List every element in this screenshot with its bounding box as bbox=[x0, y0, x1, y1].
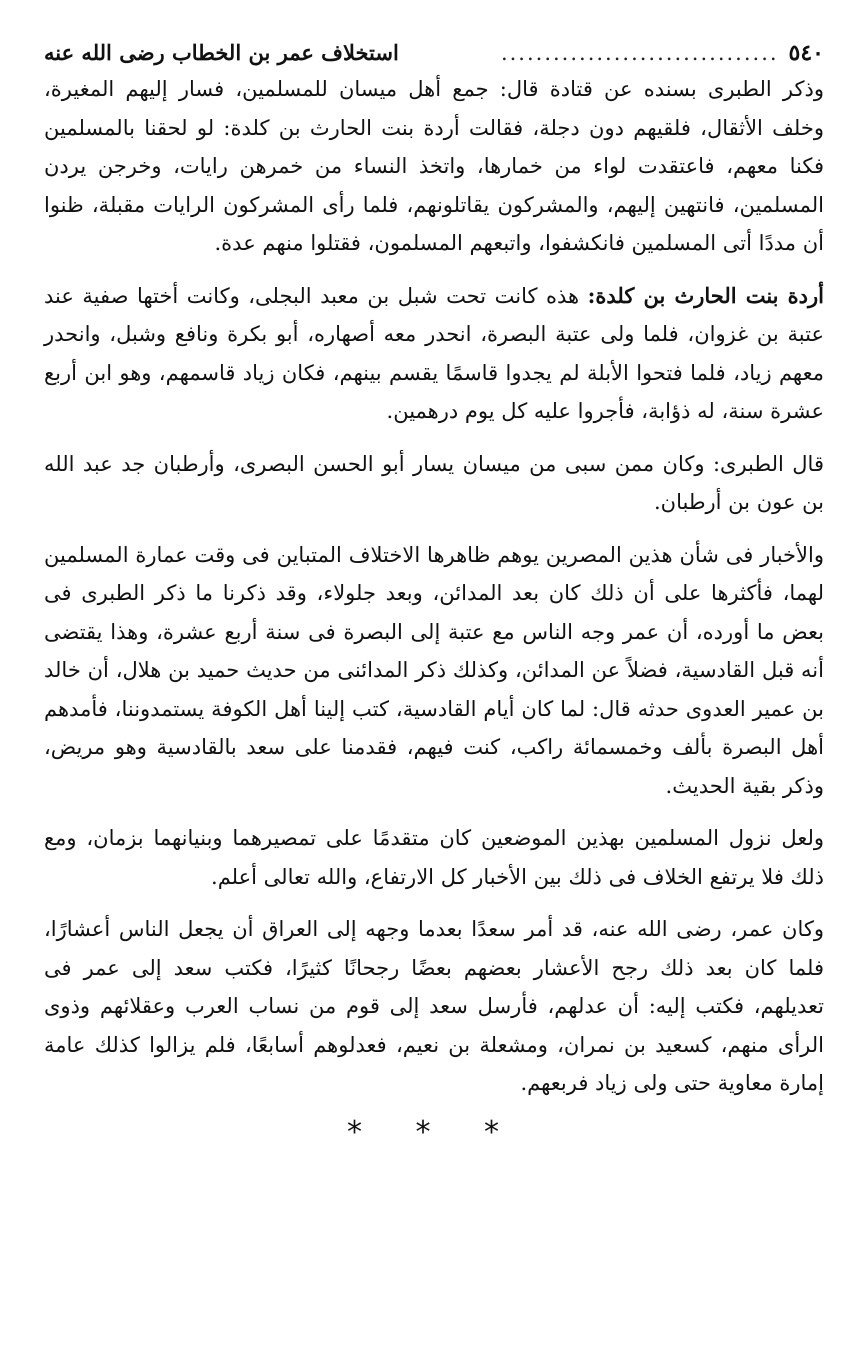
paragraph-text: والأخبار فى شأن هذين المصرين يوهم ظاهرها الاختلاف المتباين فى وقت عمارة المسلمين لهما، فأكثرها على أن ذلك كان بعد المدائن، وبعد جلولاء، وقد ذكرنا ما ذكر الطبرى فى بعض ما أورده، أن عمر وجه الناس مع عتبة إلى البصرة فى سنة أربع عشرة، وهذا يقتضى أنه قبل القادسية، فضلاً عن المدائن، وكذلك ذكر المدائنى من حديث حميد بن هلال، أن خالد بن عمير العدوى حدثه قال: لما كان أيام القادسية، كتب إلينا أهل الكوفة يستمدوننا، فأمدهم أهل البصرة بألف وخمسمائة راكب، كنت فيهم، فقدمنا على سعد بالقادسية وهو مريض، وذكر بقية الحديث. bbox=[44, 542, 824, 798]
header-title: استخلاف عمر بن الخطاب رضى الله عنه bbox=[44, 40, 399, 65]
book-page bbox=[44, 38, 824, 1150]
paragraph-two-cities-reports bbox=[44, 536, 824, 806]
paragraph-text: وكان عمر، رضى الله عنه، قد أمر سعدًا بعدما وجهه إلى العراق أن يجعل الناس أعشارًا، فلما كان بعد ذلك رجح الأعشار بعضهم بعضًا رجحانًا كثيرًا، فكتب سعد إلى عمر فى تعديلهم، فكتب إليه: أن عدلهم، فأرسل سعد إلى قوم من نساب العرب وعقلائهم وذوى الرأى منهم، كسعيد بن نمران، ومشعلة بن نعيم، فعدلوهم أسابعًا، فلم يزالوا كذلك عامة إمارة معاوية حتى ولى زياد فربعهم. bbox=[44, 917, 824, 1095]
header-leader-dots: ................................ bbox=[500, 41, 779, 65]
running-header bbox=[44, 38, 824, 68]
paragraph-lead-heading: أردة بنت الحارث بن كلدة: bbox=[587, 282, 825, 308]
paragraph-text: هذه كانت تحت شبل بن معبد البجلى، وكانت أختها صفية عند عتبة بن غزوان، فلما ولى عتبة البصرة، انحدر معه أصهاره، أبو بكرة ونافع وشبل، وانحدر معهم زياد، فلما فتحوا الأبلة لم يجدوا قاسمًا يقسم بينهم، فكان زياد قاسمهم، وهو ابن أربع عشرة سنة، له ذؤابة، فأجروا عليه كل يوم درهمين. bbox=[44, 283, 824, 423]
paragraph-text: قال الطبرى: وكان ممن سبى من ميسان يسار أبو الحسن البصرى، وأرطبان جد عبد الله بن عون بن أرطبان. bbox=[44, 451, 824, 514]
paragraph-tabari-captives bbox=[44, 445, 824, 522]
paragraph-arda-bint-harith bbox=[44, 277, 824, 431]
section-separator: * * * bbox=[346, 1114, 522, 1150]
paragraph-text: وذكر الطبرى بسنده عن قتادة قال: جمع أهل ميسان للمسلمين، فسار إليهم المغيرة، وخلف الأثقال، فلقيهم دون دجلة، فقالت أردة بنت الحارث بن كلدة: لو لحقنا بالمسلمين فكنا معهم، فاعتقدت لواء من خمارها، واتخذ النساء من خمرهن رايات، وخرجن يردن المسلمين، فانتهين إليهم، والمشركون يقاتلونهم، فلما رأى المشركون الرايات مقبلة، ظنوا أن مددًا أتى المسلمين فانكشفوا، واتبعهم المسلمون، فقتلوا منهم عدة. bbox=[44, 77, 824, 255]
paragraph-tenths-division bbox=[44, 910, 824, 1103]
paragraph-meisan-battle bbox=[44, 70, 824, 263]
page-number: ٥٤٠ bbox=[788, 40, 824, 66]
paragraph-settlement-note bbox=[44, 819, 824, 896]
paragraph-text: ولعل نزول المسلمين بهذين الموضعين كان متقدمًا على تمصيرهما وبنيانهما بزمان، ومع ذلك فلا يرتفع الخلاف فى ذلك بين الأخبار كل الارتفاع، والله تعالى أعلم. bbox=[44, 826, 824, 889]
